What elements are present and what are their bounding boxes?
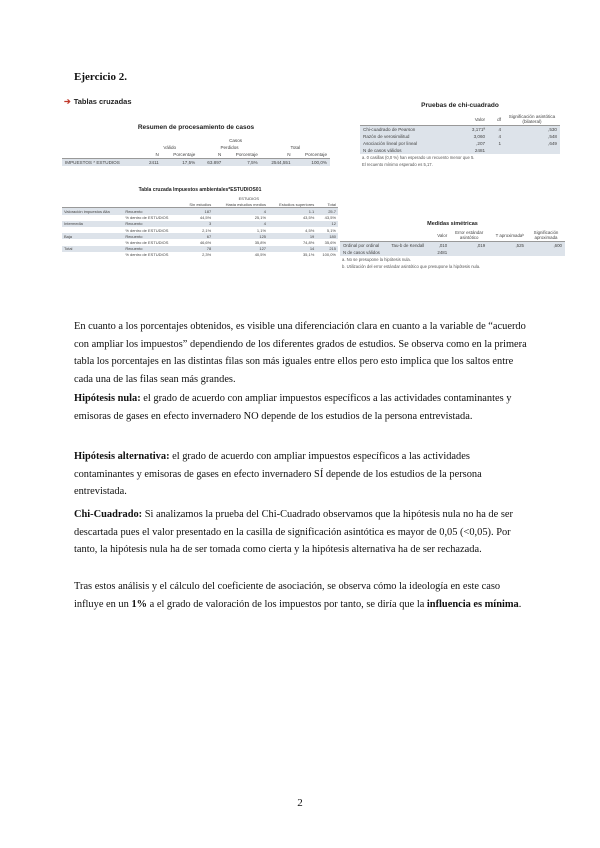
chi-row-label: Chi-cuadrado de Pearson xyxy=(360,126,457,134)
case-summary-subheader: Porcentaje xyxy=(305,152,327,157)
sym-row-group: Ordinal por ordinal xyxy=(340,242,388,250)
crosstab-row-measure: Recuento xyxy=(123,221,181,227)
paragraph-conclusion xyxy=(74,578,530,613)
table-row xyxy=(360,126,560,134)
chi-square-title: Pruebas de chi-cuadrado xyxy=(421,102,499,109)
chi-col-header: df xyxy=(497,116,501,122)
chi-cell: 4 xyxy=(488,126,504,134)
table-row xyxy=(360,147,560,154)
sym-col-header: Valor xyxy=(437,232,448,238)
crosstab-cell: 25,1% xyxy=(254,215,267,221)
case-summary-group-header: Casos xyxy=(229,138,243,143)
chi-col-header: Valor xyxy=(474,116,486,122)
sym-col-header: T aproximadaᵇ xyxy=(495,232,524,238)
paragraph-chi-square xyxy=(74,506,530,559)
chi-col-header: Significación asintótica (bilateral) xyxy=(508,114,556,124)
sym-row-label: Tau-b de Kendall xyxy=(388,242,432,250)
chi-cell: 1 xyxy=(488,140,504,147)
crosstab-cell: 100,0% xyxy=(322,252,336,258)
case-summary-group: Perdidos xyxy=(220,145,239,150)
table-row xyxy=(62,252,338,258)
crosstab-cell: 35,8% xyxy=(254,239,267,245)
paragraph-alt-hypothesis xyxy=(74,448,530,501)
crosstab-cell: 12 xyxy=(316,221,338,227)
sym-cell: 2481 xyxy=(432,249,450,256)
sym-cell: ,010 xyxy=(432,242,450,250)
table-row xyxy=(360,140,560,147)
chi-cell: 3,171ª xyxy=(457,126,488,134)
crosstab-cell: 46,6% xyxy=(199,239,212,245)
crosstab-cell: 3 xyxy=(181,221,213,227)
chi-cell: 4 xyxy=(488,133,504,140)
crosstab-col-header: Total xyxy=(327,201,336,207)
case-summary-subheader: N xyxy=(155,152,159,157)
chi-square-label: Chi-Cuadrado: xyxy=(74,509,143,520)
crosstab-cell: 1.1 xyxy=(268,208,316,215)
case-summary-group: Total xyxy=(290,145,301,150)
crosstab-row-group: Total xyxy=(62,246,123,252)
conclusion-bold: 1% xyxy=(131,598,148,610)
chi-cell: ,649 xyxy=(504,140,560,147)
case-summary-subheader: Porcentaje xyxy=(235,152,258,157)
crosstab-cell: 67 xyxy=(181,233,213,239)
chi-cell: ,530 xyxy=(504,126,560,134)
crosstab-row-measure: % dentro de ESTUDIOS xyxy=(125,252,169,258)
crosstab-cell: 74,8% xyxy=(302,239,315,245)
crosstab-col-header: Hasta estudios medios xyxy=(225,201,267,207)
chi-square-table xyxy=(360,102,560,167)
crosstab-cell: 43,5% xyxy=(324,215,336,221)
crosstab-row-measure: Recuento xyxy=(123,246,181,252)
crosstab-row-measure: % dentro de ESTUDIOS xyxy=(125,239,169,245)
sym-footnote: a. No se presupone la hipótesis nula. xyxy=(342,257,411,262)
sym-col-header: Significación aproximada xyxy=(533,230,559,240)
sym-cell: ,525 xyxy=(488,242,527,250)
chi-cell: 2481 xyxy=(457,147,488,154)
chi-footnote: a. 0 casillas (0,0 %) han esperado un recuento menor que 5. xyxy=(362,155,475,160)
crosstab-row-measure: Recuento xyxy=(123,233,181,239)
chi-cell: 3,060 xyxy=(457,133,488,140)
crosstab-cell: 5,1% xyxy=(326,227,336,233)
crosstab-cell: 4,5% xyxy=(305,227,315,233)
null-hypothesis-text: el grado de acuerdo con ampliar impuestos específicos a las actividades contaminantes y emisoras de gases en efecto invernadero NO depende de los estudios de la persona entrevistada. xyxy=(74,393,512,422)
section-heading xyxy=(64,97,132,106)
crosstab-cell: 4 xyxy=(213,208,268,215)
chi-row-label: Razón de verosimilitud xyxy=(360,133,457,140)
conclusion-text: a el grado de valoración de los impuestos por tanto, se diría que la xyxy=(147,598,427,610)
crosstab-cell: 35,6% xyxy=(324,239,336,245)
sym-cell xyxy=(527,249,565,256)
crosstab-row-group: Intermedia xyxy=(62,221,123,227)
crosstab-cell: 125 xyxy=(213,233,268,239)
crosstab-cell: 127 xyxy=(213,246,268,252)
case-summary-cell: 2544,551 xyxy=(261,159,294,167)
crosstab-cell: 180 xyxy=(316,233,338,239)
symmetric-title: Medidas simétricas xyxy=(427,221,478,227)
crosstab-row-measure: % dentro de ESTUDIOS xyxy=(125,215,169,221)
chi-cell: ,548 xyxy=(504,133,560,140)
crosstab-cell: 4 xyxy=(213,221,268,227)
crosstab-group-header: ESTUDIOS xyxy=(238,195,260,201)
case-summary-cell: 17,5% xyxy=(162,159,198,167)
crosstab-cell: 19 xyxy=(268,233,316,239)
table-row xyxy=(62,208,338,215)
conclusion-text: Tras estos análisis y el cálculo del coeficiente de asociación, se observa cómo la ideología en este caso influye en un xyxy=(74,581,501,610)
null-hypothesis-label: Hipótesis nula: xyxy=(74,393,141,404)
chi-cell: ,207 xyxy=(457,140,488,147)
chi-square-text: Si analizamos la prueba del Chi-Cuadrado observamos que la hipótesis nula no ha de ser descartada pues el valor presentado en la casilla de significación asintótica es mayor de 0,05 (<0,05). Por tanto, la hipótesis nula ha de ser tomada como cierta y la hipótesis alternativa ha de ser rechazada. xyxy=(74,509,513,556)
crosstab-cell: 35,1% xyxy=(302,252,315,258)
crosstab-row-group: Valoración impuestos Alta xyxy=(62,208,123,215)
paragraph-null-hypothesis xyxy=(74,390,530,425)
crosstab-cell: 40,5% xyxy=(254,252,267,258)
sym-cell xyxy=(488,249,527,256)
crosstab-row-group xyxy=(62,252,123,258)
case-summary-subheader: N xyxy=(287,152,291,157)
symmetric-measures-table xyxy=(340,221,565,269)
chi-cell xyxy=(488,147,504,154)
crosstab-row-measure: Recuento xyxy=(123,208,181,215)
crosstab-cell: 44,5% xyxy=(199,215,212,221)
exercise-title: Ejercicio 2. xyxy=(74,71,127,83)
paragraph-percentages: En cuanto a los porcentajes obtenidos, es visible una diferenciación clara en cuanto a la variable de “acuerdo con ampliar los impuestos” dependiendo de los diferentes grados de estudios. Se observa como en la primera tabla los porcentajes en las distintas filas son más iguales entre ellos pero esto implica que los saltos entre cada una de las filas sean más grandes. xyxy=(74,321,527,385)
case-summary-cell: 100,0% xyxy=(294,159,330,167)
chi-footnote: El recuento mínimo esperado es 5,17. xyxy=(362,161,433,167)
crosstab-cell: 2,3% xyxy=(202,252,212,258)
crosstab-cell: 1,1% xyxy=(256,227,267,233)
crosstab-row-measure: % dentro de ESTUDIOS xyxy=(125,227,169,233)
sym-row-group: N de casos válidos xyxy=(340,249,388,256)
crosstab-cell: 78 xyxy=(181,246,213,252)
table-row xyxy=(340,249,565,256)
chi-cell xyxy=(504,147,560,154)
arrow-right-icon: ➔ xyxy=(64,97,71,106)
case-summary-row-label: IMPUESTOS * ESTUDIOS xyxy=(62,159,141,167)
crosstab-col-header: Estudios superiores xyxy=(279,201,315,207)
sym-col-header: Error estándar asintótico xyxy=(455,230,484,240)
crosstab-cell: 2,1% xyxy=(202,227,212,233)
crosstab-cell: 215 xyxy=(316,246,338,252)
table-row xyxy=(340,242,565,250)
sym-footnote: b. Utilización del error estándar asintótico que presupone la hipótesis nula. xyxy=(342,263,481,269)
crosstab-table xyxy=(62,187,338,258)
crosstab-cell: 25.7 xyxy=(316,208,338,215)
sym-cell: ,600 xyxy=(527,242,565,250)
sym-row-label xyxy=(388,249,432,256)
sym-cell: ,019 xyxy=(450,242,488,250)
case-summary-group: Válido xyxy=(163,145,177,150)
section-heading-label: Tablas cruzadas xyxy=(73,97,132,106)
chi-row-label: Asociación lineal por lineal xyxy=(360,140,457,147)
case-summary-cell: 63.897 xyxy=(198,159,224,167)
crosstab-cell: 187 xyxy=(181,208,213,215)
crosstab-col-header: Sin estudios xyxy=(189,201,212,207)
case-summary-table xyxy=(62,124,330,166)
case-summary-subheader: N xyxy=(218,152,222,157)
case-summary-cell: 2411 xyxy=(141,159,162,167)
table-row xyxy=(360,133,560,140)
crosstab-row-group: Baja xyxy=(62,233,123,239)
alt-hypothesis-label: Hipótesis alternativa: xyxy=(74,451,170,462)
case-summary-cell: 7,5% xyxy=(224,159,260,167)
case-summary-subheader: Porcentaje xyxy=(173,152,196,157)
conclusion-text: . xyxy=(518,598,522,610)
chi-row-label: N de casos válidos xyxy=(360,147,457,154)
alt-hypothesis-text: el grado de acuerdo con ampliar impuestos específicos a las actividades contaminantes y emisoras de gases en efecto invernadero SÍ depende de los estudios de la persona entrevistada. xyxy=(74,451,482,498)
crosstab-cell: 43,5% xyxy=(302,215,315,221)
page-number: 2 xyxy=(297,797,303,809)
crosstab-title: Tabla cruzada Impuestos ambientales*ESTUDIOS01 xyxy=(138,187,262,193)
case-summary-title: Resumen de procesamiento de casos xyxy=(137,124,255,131)
crosstab-cell: 14 xyxy=(268,246,316,252)
sym-cell xyxy=(450,249,488,256)
conclusion-bold: influencia es mínima xyxy=(426,598,519,610)
